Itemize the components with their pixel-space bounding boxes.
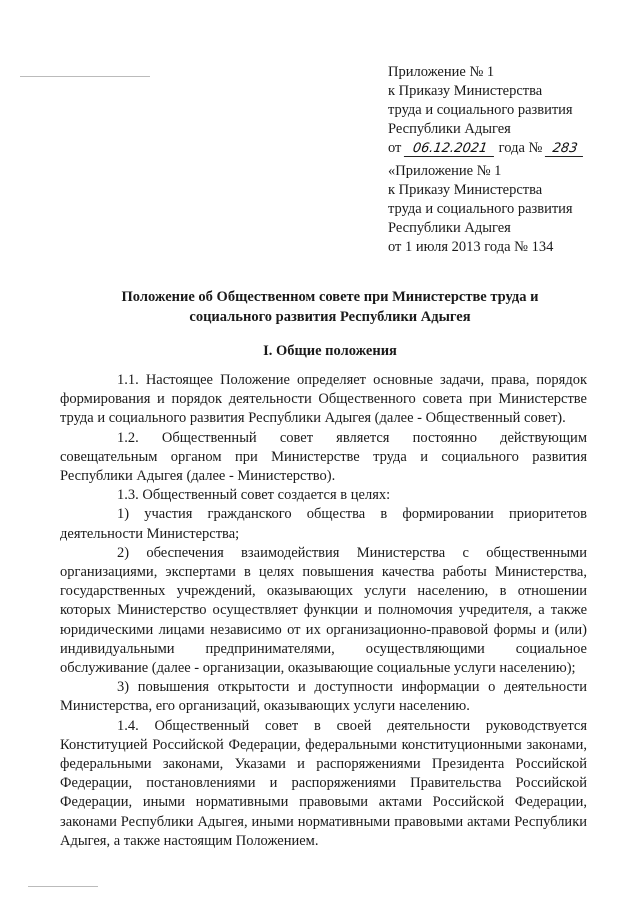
paragraph: 1.1. Настоящее Положение определяет основные задачи, права, порядок формирования и порядок деятельности Общественного совета при Министерстве труда и социального развития Республики Адыгея (далее - Общественный совет). [60, 372, 587, 427]
annex-line: «Приложение № 1 [388, 163, 502, 179]
date-prefix: от [388, 140, 402, 156]
annex-line: труда и социального развития [388, 102, 573, 118]
document-body [60, 371, 587, 851]
scan-artifact [20, 76, 150, 77]
handwritten-number: 283 [545, 141, 585, 157]
document-title [60, 287, 600, 327]
annex-line: Республики Адыгея [388, 121, 511, 137]
annex-date-line [388, 139, 584, 158]
annex-line: Приложение № 1 [388, 64, 495, 80]
annex-original-header [388, 162, 573, 257]
annex-line: к Приказу Министерства [388, 182, 543, 198]
annex-line: к Приказу Министерства [388, 83, 543, 99]
section-heading: I. Общие положения [263, 343, 397, 359]
paragraph: 2) обеспечения взаимодействия Министерства с общественными организациями, экспертами в целях повышения качества работы Министерства, государственных учреждений, оказывающих услуги населению, в отношении которых Министерство осуществляет функции и полномочия учредителя, а также юридическими лицами независимо от их организационно-правовой формы и (или) индивидуальными предпринимателями, осуществляющими социальное обслуживание (далее - организации, оказывающие социальные услуги населению); [60, 544, 587, 677]
annex-line: от 1 июля 2013 года № 134 [388, 239, 554, 255]
title-line: Положение об Общественном совете при Министерстве труда и [121, 289, 539, 305]
annex-current-header [388, 63, 584, 158]
scan-artifact [28, 886, 98, 887]
handwritten-date: 06.12.2021 [404, 141, 496, 157]
annex-line: труда и социального развития [388, 201, 573, 217]
paragraph: 1.3. Общественный совет создается в целях: [117, 487, 391, 504]
paragraph: 1.4. Общественный совет в своей деятельности руководствуется Конституцией Российской Федерации, федеральными конституционными законами, федеральными законами, Указами и распоряжениями Президента Российской Федерации, постановлениями и распоряжениями Правительства Российской Федерации, иными нормативными правовыми актами Российской Федерации, законами Республики Адыгея, иными нормативными правовыми актами Республики Адыгея, а также настоящим Положением. [60, 717, 587, 849]
title-line: социального развития Республики Адыгея [189, 309, 471, 325]
number-label: года № [498, 140, 543, 156]
paragraph: 3) повышения открытости и доступности информации о деятельности Министерства, его организаций, оказывающих услуги населению. [60, 679, 587, 715]
annex-line: Республики Адыгея [388, 220, 511, 236]
paragraph: 1) участия гражданского общества в формировании приоритетов деятельности Министерства; [60, 506, 587, 542]
paragraph: 1.2. Общественный совет является постоянно действующим совещательным органом при Министерстве труда и социального развития Республики Адыгея (далее - Министерство). [60, 429, 587, 485]
